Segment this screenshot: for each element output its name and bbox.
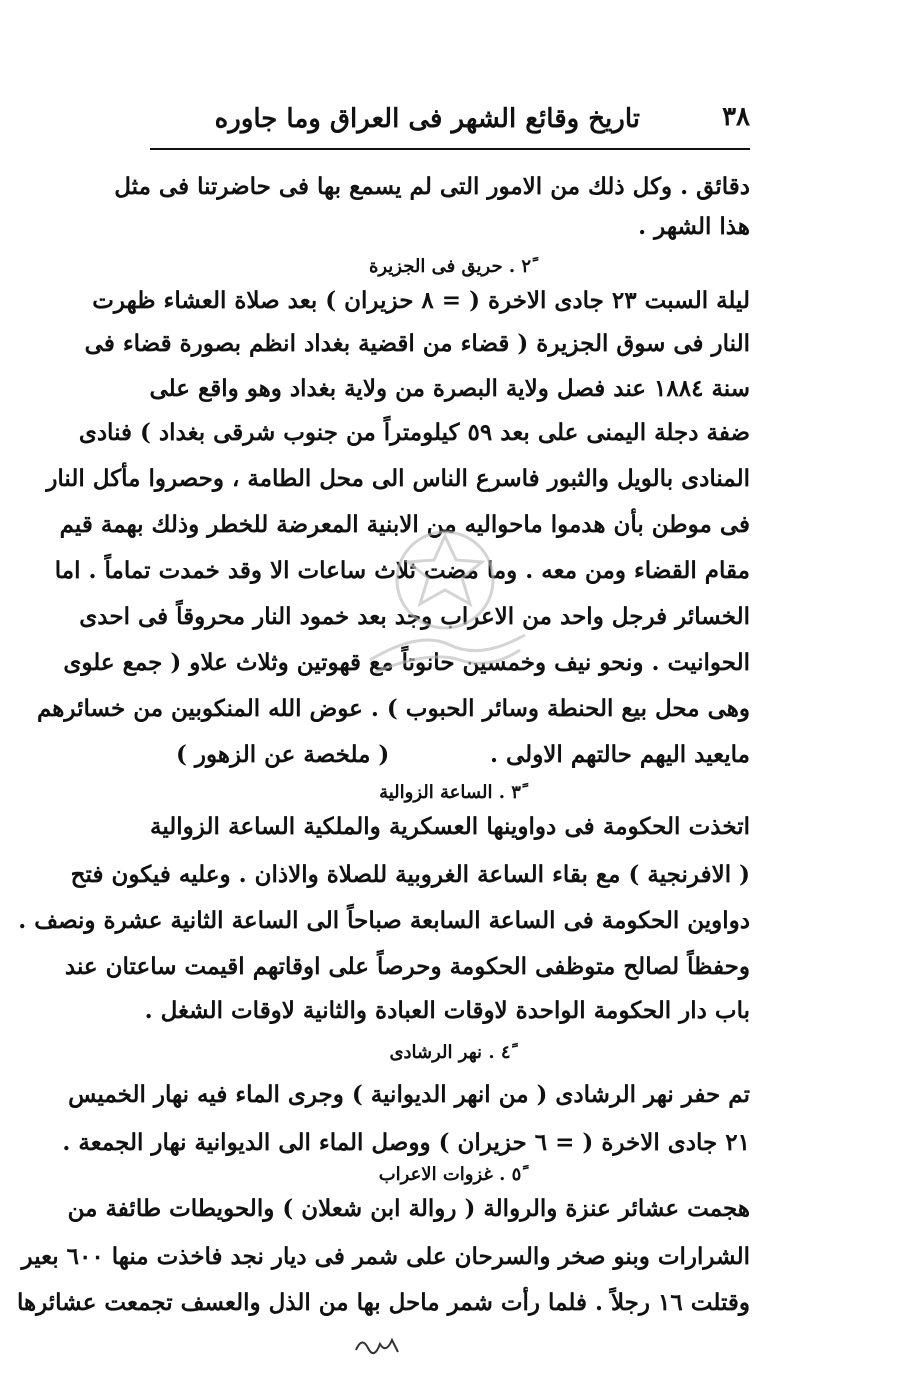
section-heading: ٢ً . حريق فى الجزيرة	[368, 256, 532, 277]
body-line: هجمت عشائر عنزة والروالة ( روالة ابن شعلان ) والحويطات طائفة من	[67, 1195, 750, 1222]
body-line: ٢١ جادى الاخرة ( = ٦ حزيران ) ووصل الماء الى الديوانية نهار الجمعة .	[62, 1129, 750, 1156]
section-heading: ٤ً . نهر الرشادى	[389, 1042, 511, 1063]
body-line: الشرارات وبنو صخر والسرحان على شمر فى ديار نجد فاخذت منها ٦٠٠ بعير	[21, 1243, 750, 1270]
body-line: تم حفر نهر الرشادى ( من انهر الديوانية ) وجرى الماء فيه نهار الخميس	[68, 1081, 750, 1108]
body-line	[150, 738, 750, 772]
body-line: ( الافرنجية ) مع بقاء الساعة الغروبية للصلاة والاذان . وعليه فيكون فتح	[70, 861, 750, 888]
body-line: الخسائر فرجل واحد من الاعراب وجد بعد خمود النار محروقاً فى احدى	[79, 603, 750, 630]
body-line: النار فى سوق الجزيرة ( قضاء من اقضية بغداد انظم بصورة قضاء فى	[84, 330, 750, 357]
body-line: وقتلت ١٦ رجلاً . فلما رأت شمر ماحل بها من الذل والعسف تجمعت عشائرها	[16, 1289, 750, 1316]
section-heading: ٥ً . غزوات الاعراب	[378, 1164, 522, 1185]
body-line: دواوين الحكومة فى الساعة السابعة صباحاً الى الساعة الثانية عشرة ونصف .	[18, 907, 750, 934]
line-text: مايعيد اليهم حالتهم الاولى .	[490, 741, 750, 768]
body-line: المنادى بالويل والثبور فاسرع الناس الى محل الطامة ، وحصروا مأكل النار	[46, 465, 750, 492]
page-number: ٣٨	[722, 102, 750, 132]
source-citation: ( ملخصة عن الزهور )	[176, 741, 390, 768]
running-title: تاريخ وقائع الشهر فى العراق وما جاوره	[214, 104, 640, 134]
section-heading: ٣ً . الساعة الزوالية	[379, 782, 521, 803]
body-line: فى موطن بأن هدموا ماحواليه من الابنية المعرضة للخطر وذلك بهمة قيم	[59, 511, 750, 538]
body-line: الحوانيت . ونحو نيف وخمسين حانوتاً مع قهوتين وثلاث علاو ( جمع علوى	[63, 649, 750, 676]
signature-icon	[352, 1330, 402, 1360]
body-line: وهى محل بيع الحنطة وسائر الحبوب ) . عوض الله المنكوبين من خسائرهم	[36, 695, 750, 722]
body-line: ليلة السبت ٢٣ جادى الاخرة ( = ٨ حزيران ) بعد صلاة العشاء ظهرت	[92, 287, 750, 314]
body-line: مقام القضاء ومن معه . وما مضت ثلاث ساعات الا وقد خمدت تماماً . اما	[54, 557, 750, 584]
header-rule	[150, 148, 750, 150]
body-line: وحفظاً لصالح متوظفى الحكومة وحرصاً على اوقاتهم اقيمت ساعتان عند	[64, 953, 750, 980]
body-line: باب دار الحكومة الواحدة لاوقات العبادة والثانية لاوقات الشغل .	[144, 997, 750, 1024]
body-line: ضفة دجلة اليمنى على بعد ٥٩ كيلومتراً من جنوب شرقى بغداد ) فنادى	[78, 419, 750, 446]
library-seal-icon	[360, 510, 530, 680]
body-line: اتخذت الحكومة فى دواوينها العسكرية والملكية الساعة الزوالية	[150, 813, 750, 840]
body-line: هذا الشهر .	[638, 213, 750, 240]
page-header	[150, 98, 750, 144]
body-line: سنة ١٨٨٤ عند فصل ولاية البصرة من ولاية بغداد وهو واقع على	[149, 375, 750, 402]
body-line: دقائق . وكل ذلك من الامور التى لم يسمع بها فى حاضرتنا فى مثل	[114, 173, 750, 200]
